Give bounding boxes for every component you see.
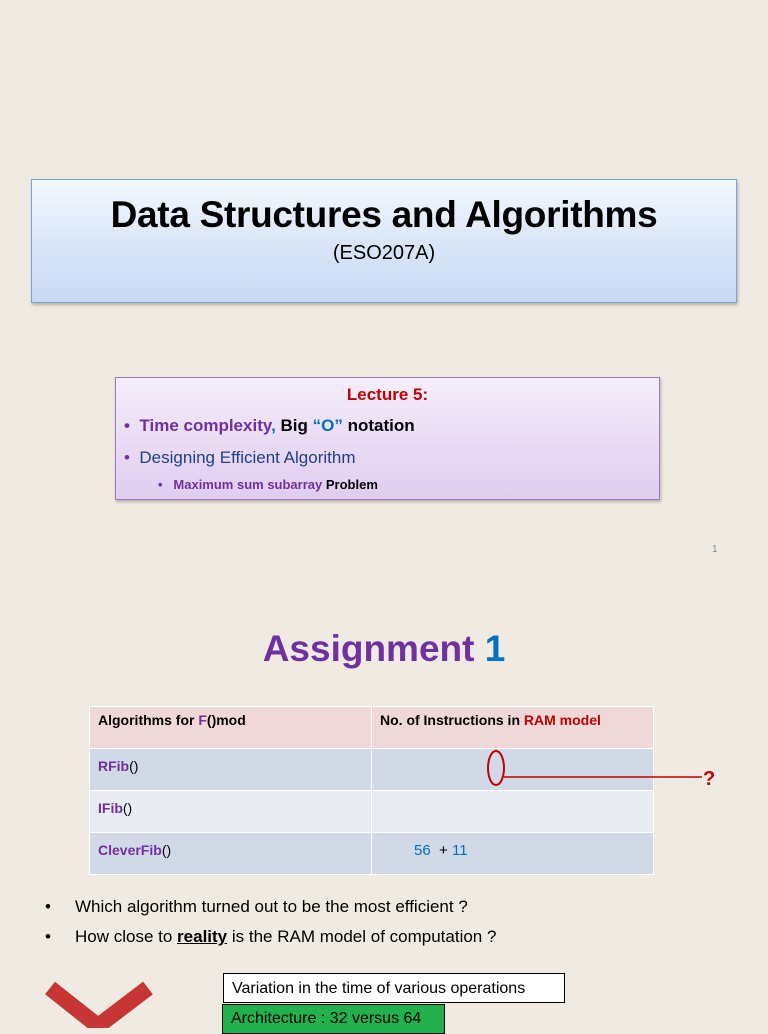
header-col2-b: RAM model [523,712,601,728]
question-list [45,897,496,957]
question-1-text: Which algorithm turned out to be the most efficient ? [75,897,468,916]
assignment-number: 1 [484,628,506,669]
question-2-a: How close to [75,927,178,946]
red-check-icon [40,978,160,1028]
variation-label: Variation in the time of various operations [223,973,565,1003]
cell-instruction-count [372,833,654,875]
sub-bullet-part1: Maximum sum subarray [173,477,323,492]
question-item-1 [45,897,496,927]
bullet1-part4: “O” [312,416,343,435]
bullet2-text: Designing Efficient Algorithm [139,448,356,467]
bullet-dot-icon: • [45,927,51,946]
architecture-label: Architecture : 32 versus 64 [222,1004,445,1034]
lecture-bullet-2 [124,448,355,468]
bullet1-part5: notation [342,416,415,435]
course-code: (ESO207A) [332,242,436,264]
question-mark: ? [703,768,716,790]
header-col1-c: ()mod [206,712,246,728]
cell-algorithm-name [90,833,372,875]
header-col2-a: No. of Instructions in [380,712,524,728]
table-row [90,791,654,833]
question-2-c: is the RAM model of computation ? [227,927,497,946]
table-row [90,833,654,875]
count-operator: + [439,842,448,859]
cell-algorithm-name [90,749,372,791]
algorithm-suffix: () [122,800,133,816]
cell-algorithm-name [90,791,372,833]
cell-instruction-count [372,791,654,833]
bullet-dot-icon: • [45,897,51,916]
sub-bullet-part2: Problem [322,477,378,492]
header-col1-b: F [198,712,207,728]
lecture-sub-bullet [158,477,378,492]
lecture-box [115,377,660,500]
count-value-a: 56 [414,842,431,859]
bullet1-part2: , [271,416,276,435]
bullet1-part3: Big [275,416,313,435]
question-item-2 [45,927,496,957]
table-header-row [90,707,654,749]
bullet1-part1: Time complexity [139,416,272,435]
bullet-dot-icon: • [158,477,163,492]
bullet-dot-icon: • [124,448,130,467]
slide-title: Data Structures and Algorithms [110,194,658,235]
assignment-word: Assignment [262,628,475,669]
algorithm-name: CleverFib [98,842,162,858]
question-2-b: reality [177,927,228,946]
bullet-dot-icon: • [124,416,130,435]
header-col1-a: Algorithms for [98,712,199,728]
algorithm-name: IFib [98,800,123,816]
count-value-b: 11 [451,842,468,859]
lecture-bullet-1 [124,416,415,436]
header-cell-instructions [372,707,654,749]
title-box [31,179,737,303]
oval-marker-icon [488,751,504,785]
algorithm-name: RFib [98,758,130,774]
algorithm-suffix: () [129,758,139,774]
lecture-title: Lecture 5: [346,385,429,404]
assignment-title [0,628,768,670]
annotation-arrow [480,745,720,795]
algorithm-suffix: () [161,842,172,858]
header-cell-algorithms [90,707,372,749]
page-number: 1 [712,544,718,555]
